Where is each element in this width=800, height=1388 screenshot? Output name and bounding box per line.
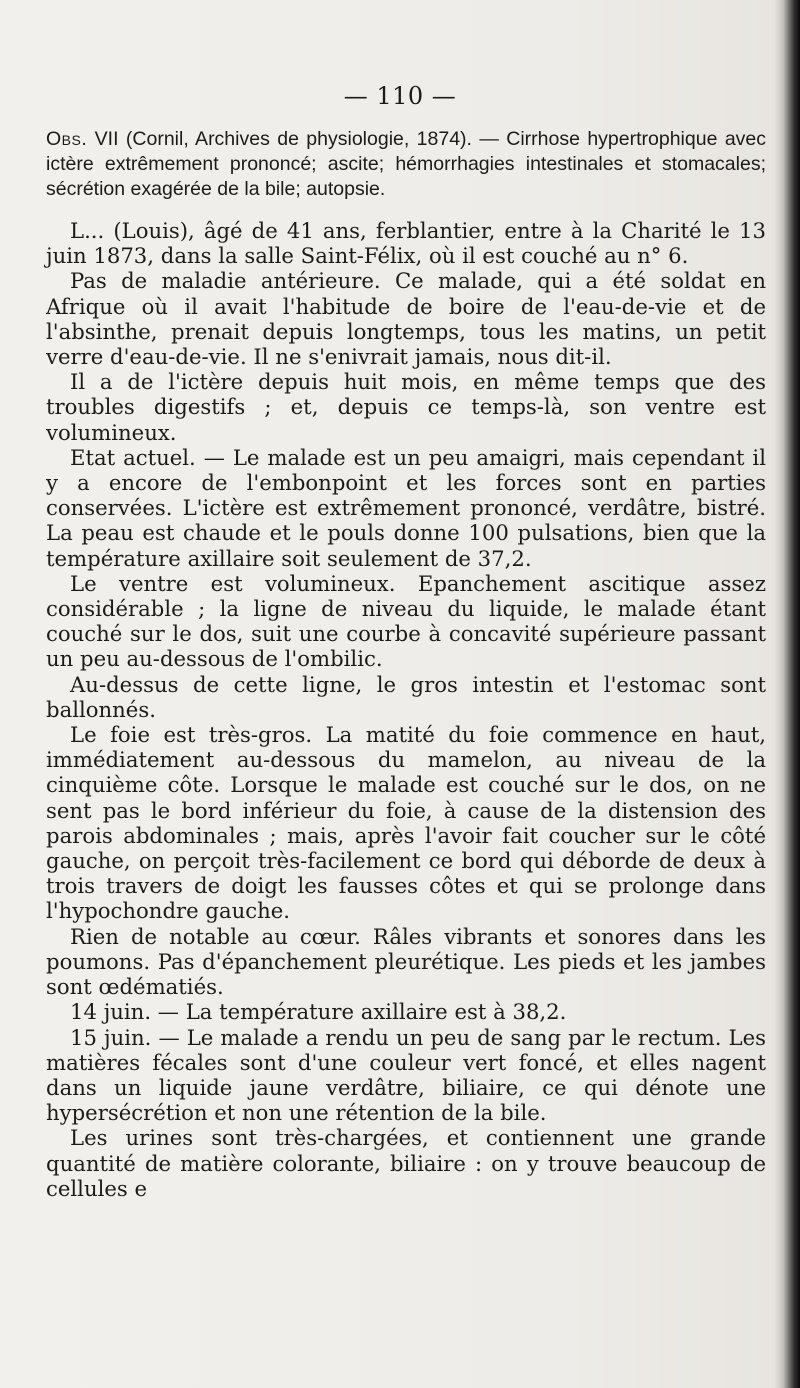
page-edge-shadow xyxy=(774,0,800,1388)
observation-text: VII (Cornil, Archives de physiologie, 1874). — Cirrhose hypertrophique avec ictère extrêmement prononcé; ascite; hémorrhagies intestinales et stomacales; sécrétion exagérée de la bile; autopsie. xyxy=(46,128,767,200)
page-number: — 110 — xyxy=(343,82,457,110)
paragraph-icterus: Il a de l'ictère depuis huit mois, en même temps que des troubles digestifs ; et, depuis ce temps-là, son ventre est volumineux. xyxy=(46,369,766,445)
paragraph-heart-lungs: Rien de notable au cœur. Râles vibrants et sonores dans les poumons. Pas d'épanchement pleurétique. Les pieds et les jambes sont œdématiés. xyxy=(46,923,766,1000)
paragraph-june-14: 14 juin. — La température axillaire est à 38,2. xyxy=(70,999,567,1025)
page-body xyxy=(46,127,766,1201)
paragraph-liver: Le foie est très-gros. La matité du foie commence en haut, immédiatement au-dessous du mamelon, au niveau de la cinquième côte. Lorsque le malade est couché sur le dos, on ne sent pas le bord inférieur du foie, à cause de la distension des parois abdominales ; mais, après l'avoir fait coucher sur le côté gauche, on perçoit très-facilement ce bord qui déborde de deux à trois travers de doigt les fausses côtes et qui se prolonge dans l'hypochondre gauche. xyxy=(46,722,766,924)
paragraph-june-15: 15 juin. — Le malade a rendu un peu de sang par le rectum. Les matières fécales sont d'une couleur vert foncé, et elles nagent dans un liquide jaune verdâtre, biliaire, ce qui dénote une hypersécrétion et non une rétention de la bile. xyxy=(46,1024,766,1126)
paragraph-admission: L... (Louis), âgé de 41 ans, ferblantier, entre à la Charité le 13 juin 1873, dans la salle Saint-Félix, où il est couché au n° 6. xyxy=(46,218,766,269)
paragraph-urine: Les urines sont très-chargées, et contiennent une grande quantité de matière colorante, biliaire : on y trouve beaucoup de cellules e xyxy=(46,1125,766,1201)
observation-label: Obs. xyxy=(46,128,88,150)
paragraph-intestine: Au-dessus de cette ligne, le gros intestin et l'estomac sont ballonnés. xyxy=(46,671,766,722)
paragraph-abdomen: Le ventre est volumineux. Epanchement ascitique assez considérable ; la ligne de niveau du liquide, le malade étant couché sur le dos, suit une courbe à concavité supérieure passant un peu au-dessous de l'ombilic. xyxy=(46,570,766,672)
paragraph-current-state: Etat actuel. — Le malade est un peu amaigri, mais cependant il y a encore de l'embonpoint et les forces sont en parties conservées. L'ictère est extrêmement prononcé, verdâtre, bistré. La peau est chaude et le pouls donne 100 pulsations, bien que la température axillaire soit seulement de 37,2. xyxy=(46,444,766,571)
observation-heading xyxy=(46,127,766,202)
paragraph-history: Pas de maladie antérieure. Ce malade, qui a été soldat en Afrique où il avait l'habitude de boire de l'eau-de-vie et de l'absinthe, prenait depuis longtemps, tous les matins, un petit verre d'eau-de-vie. Il ne s'enivrait jamais, nous dit-il. xyxy=(46,268,766,370)
